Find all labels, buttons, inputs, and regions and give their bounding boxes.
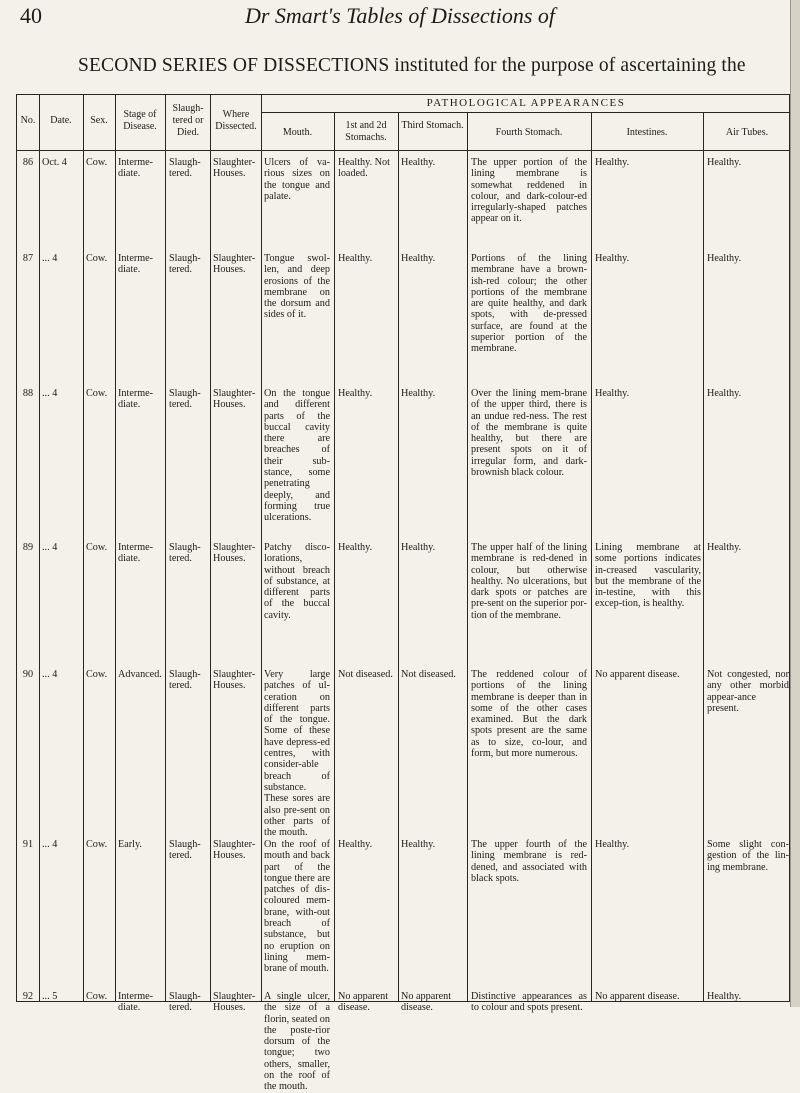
cell-no: 88	[22, 388, 34, 399]
cell-air-tubes: Healthy.	[707, 253, 742, 264]
cell-stomachs: Healthy.	[338, 388, 373, 399]
cell-slaughtered: Slaugh-tered.	[169, 157, 201, 180]
cell-third-stomach: Not diseased.	[401, 669, 456, 680]
header-slaughtered: Slaugh-tered or Died.	[172, 103, 204, 138]
cell-date: ... 4	[42, 669, 58, 680]
header-fourth-stomach: Fourth Stomach.	[495, 127, 563, 138]
cell-third-stomach: No apparent disease.	[401, 991, 452, 1014]
cell-date: ... 5	[42, 991, 58, 1002]
cell-air-tubes: Healthy.	[707, 157, 742, 168]
cell-mouth: Patchy disco-lorations, without breach of substance, at different parts of the buccal cavity.	[264, 542, 330, 621]
header-air-tubes: Air Tubes.	[725, 127, 769, 138]
cell-sex: Cow.	[86, 669, 108, 680]
cell-intestines: Healthy.	[595, 839, 630, 850]
cell-fourth-stomach: The reddened colour of portions of the lining membrane is deeper than in some of the other cases examined. But the dark spots present are the same as to size, co-lour, and form, but more numerous.	[471, 669, 587, 760]
cell-mouth: Very large patches of ul-ceration on different parts of the tongue. Some of these have depress-ed centres, with consider-able breach of substance. These sores are also pre-sent on other parts of the mouth.	[264, 669, 330, 839]
cell-fourth-stomach: The upper portion of the lining membrane is somewhat reddened in colour, and dark-colour-ed irregularly-shaped patches appear on it.	[471, 157, 587, 225]
cell-intestines: Healthy.	[595, 157, 630, 168]
cell-mouth: A single ulcer, the size of a florin, seated on the poste-rior dorsum of the tongue; two others, smaller, on the roof of the mouth.	[264, 991, 330, 1093]
cell-date: ... 4	[42, 839, 58, 850]
cell-stage: Early.	[118, 839, 142, 850]
cell-no: 86	[22, 157, 34, 168]
cell-slaughtered: Slaugh-tered.	[169, 991, 201, 1014]
cell-stomachs: Healthy.	[338, 542, 373, 553]
cell-fourth-stomach: The upper fourth of the lining membrane is red-dened, and associated with black spots.	[471, 839, 587, 884]
cell-stomachs: Healthy.	[338, 253, 373, 264]
cell-date: ... 4	[42, 253, 58, 264]
cell-where: Slaughter-Houses.	[213, 991, 256, 1014]
cell-sex: Cow.	[86, 253, 108, 264]
cell-air-tubes: Not congested, nor any other morbid appear-ance present.	[707, 669, 789, 714]
page-number: 40	[20, 3, 42, 28]
cell-slaughtered: Slaugh-tered.	[169, 253, 201, 276]
cell-stomachs: Not diseased.	[338, 669, 393, 680]
cell-sex: Cow.	[86, 388, 108, 399]
cell-intestines: No apparent disease.	[595, 991, 680, 1002]
cell-third-stomach: Healthy.	[401, 839, 436, 850]
cell-stage: Advanced.	[118, 669, 162, 680]
cell-slaughtered: Slaugh-tered.	[169, 542, 201, 565]
cell-sex: Cow.	[86, 542, 108, 553]
header-date: Date.	[50, 115, 72, 126]
cell-mouth: On the tongue and different parts of the buccal cavity there are breaches of their sub-stance, some penetrating deeply, and forming true ulcerations.	[264, 388, 330, 524]
cell-intestines: Healthy.	[595, 253, 630, 264]
cell-stage: Interme-diate.	[118, 157, 154, 180]
cell-date: ... 4	[42, 542, 58, 553]
cell-stomachs: No apparent disease.	[338, 991, 389, 1014]
cell-air-tubes: Some slight con-gestion of the lin-ing membrane.	[707, 839, 789, 873]
cell-fourth-stomach: The upper half of the lining membrane is red-dened in colour, but otherwise healthy. No ulcerations, but dark spots or patches are pre-sent on the superior por-tion of the membrane.	[471, 542, 587, 621]
cell-sex: Cow.	[86, 157, 108, 168]
cell-air-tubes: Healthy.	[707, 388, 742, 399]
cell-stomachs: Healthy. Not loaded.	[338, 157, 390, 180]
cell-third-stomach: Healthy.	[401, 542, 436, 553]
cell-fourth-stomach: Portions of the lining membrane have a brown-ish-red colour; the other portions of the membrane are quite healthy, and dark spots, with de-pressed surface, are found at the superior portion of the membrane.	[471, 253, 587, 355]
header-stomachs: 1st and 2d Stomachs.	[345, 120, 387, 143]
cell-slaughtered: Slaugh-tered.	[169, 388, 201, 411]
cell-no: 90	[22, 669, 34, 680]
document-heading: SECOND SERIES OF DISSECTIONS instituted for the purpose of ascertaining the	[78, 55, 746, 76]
cell-intestines: Healthy.	[595, 388, 630, 399]
cell-stage: Interme-diate.	[118, 542, 154, 565]
header-stage: Stage of Disease.	[123, 109, 157, 132]
running-title: Dr Smart's Tables of Dissections of	[244, 3, 556, 28]
cell-stage: Interme-diate.	[118, 253, 154, 276]
cell-where: Slaughter-Houses.	[213, 669, 256, 692]
cell-fourth-stomach: Distinctive appearances as to colour and spots present.	[471, 991, 587, 1014]
cell-mouth: Ulcers of va-rious sizes on the tongue and palate.	[264, 157, 330, 202]
header-no: No.	[20, 115, 36, 126]
cell-where: Slaughter-Houses.	[213, 839, 256, 862]
cell-sex: Cow.	[86, 839, 108, 850]
header-intestines: Intestines.	[626, 127, 668, 138]
cell-mouth: Tongue swol-len, and deep erosions of the membrane on the dorsum and sides of it.	[264, 253, 330, 321]
cell-mouth: On the roof of mouth and back part of the tongue there are patches of dis-coloured mem-brane, with-out breach of substance, but no eruption on lining mem-brane of mouth.	[264, 839, 330, 975]
cell-stomachs: Healthy.	[338, 839, 373, 850]
cell-intestines: No apparent disease.	[595, 669, 680, 680]
cell-air-tubes: Healthy.	[707, 991, 742, 1002]
cell-third-stomach: Healthy.	[401, 388, 436, 399]
cell-no: 89	[22, 542, 34, 553]
header-where: Where Dissected.	[215, 109, 257, 132]
cell-stage: Interme-diate.	[118, 388, 154, 411]
cell-slaughtered: Slaugh-tered.	[169, 669, 201, 692]
cell-air-tubes: Healthy.	[707, 542, 742, 553]
cell-no: 91	[22, 839, 34, 850]
cell-no: 87	[22, 253, 34, 264]
cell-third-stomach: Healthy.	[401, 157, 436, 168]
cell-stage: Interme-diate.	[118, 991, 154, 1014]
dissections-table	[16, 94, 790, 1093]
header-sex: Sex.	[90, 115, 108, 126]
cell-third-stomach: Healthy.	[401, 253, 436, 264]
cell-where: Slaughter-Houses.	[213, 253, 256, 276]
header-mouth: Mouth.	[282, 127, 313, 138]
cell-no: 92	[22, 991, 34, 1002]
cell-where: Slaughter-Houses.	[213, 542, 256, 565]
header-pathological-appearances: PATHOLOGICAL APPEARANCES	[426, 97, 626, 109]
cell-date: Oct. 4	[42, 157, 67, 168]
cell-fourth-stomach: Over the lining mem-brane of the upper third, there is an undue red-ness. The rest of the membrane is quite healthy, but there are present spots on it of irregular form, and dark-brownish black colour.	[471, 388, 587, 479]
facing-page-edge	[790, 0, 800, 1007]
cell-date: ... 4	[42, 388, 58, 399]
cell-where: Slaughter-Houses.	[213, 157, 256, 180]
cell-where: Slaughter-Houses.	[213, 388, 256, 411]
cell-intestines: Lining membrane at some portions indicates in-creased vascularity, but the membrane of the in-testine, with this excep-tion, is healthy.	[595, 542, 701, 610]
header-third-stomach: Third Stomach.	[401, 120, 464, 131]
cell-sex: Cow.	[86, 991, 108, 1002]
cell-slaughtered: Slaugh-tered.	[169, 839, 201, 862]
